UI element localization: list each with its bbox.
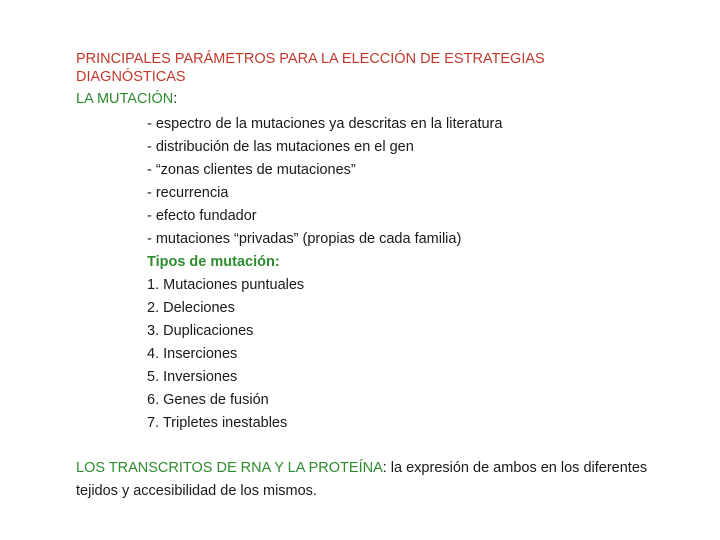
page-title bbox=[76, 50, 676, 86]
mutation-type-item: 7. Tripletes inestables bbox=[147, 415, 288, 431]
transcripts-paragraph bbox=[76, 457, 656, 503]
mutation-type-item: 3. Duplicaciones bbox=[147, 323, 254, 339]
mutation-type-item: 4. Inserciones bbox=[147, 346, 238, 362]
transcripts-text: : la expresión de ambos en los diferentes tejidos y accesibilidad de los mismos. bbox=[76, 460, 648, 499]
mutation-heading bbox=[76, 91, 177, 107]
list-item: - efecto fundador bbox=[147, 208, 257, 224]
mutation-type-item: 6. Genes de fusión bbox=[147, 392, 269, 408]
list-item: - distribución de las mutaciones en el gen bbox=[147, 139, 414, 155]
mutation-type-item: 2. Deleciones bbox=[147, 300, 235, 316]
list-item: - recurrencia bbox=[147, 185, 229, 201]
list-item: - mutaciones “privadas” (propias de cada familia) bbox=[147, 231, 462, 247]
mutation-heading-label: LA MUTACIÓN bbox=[76, 91, 174, 107]
list-item: - “zonas clientes de mutaciones” bbox=[147, 162, 356, 178]
title-line-1: PRINCIPALES PARÁMETROS PARA LA ELECCIÓN DE ESTRATEGIAS bbox=[76, 51, 545, 67]
title-line-2: DIAGNÓSTICAS bbox=[76, 69, 186, 85]
mutation-types-heading: Tipos de mutación: bbox=[147, 254, 280, 270]
mutation-list bbox=[147, 113, 502, 435]
list-item: - espectro de la mutaciones ya descritas en la literatura bbox=[147, 116, 503, 132]
transcripts-heading: LOS TRANSCRITOS DE RNA Y LA PROTEÍNA bbox=[76, 460, 383, 476]
mutation-type-item: 5. Inversiones bbox=[147, 369, 238, 385]
mutation-type-item: 1. Mutaciones puntuales bbox=[147, 277, 305, 293]
mutation-heading-colon: : bbox=[173, 91, 178, 107]
